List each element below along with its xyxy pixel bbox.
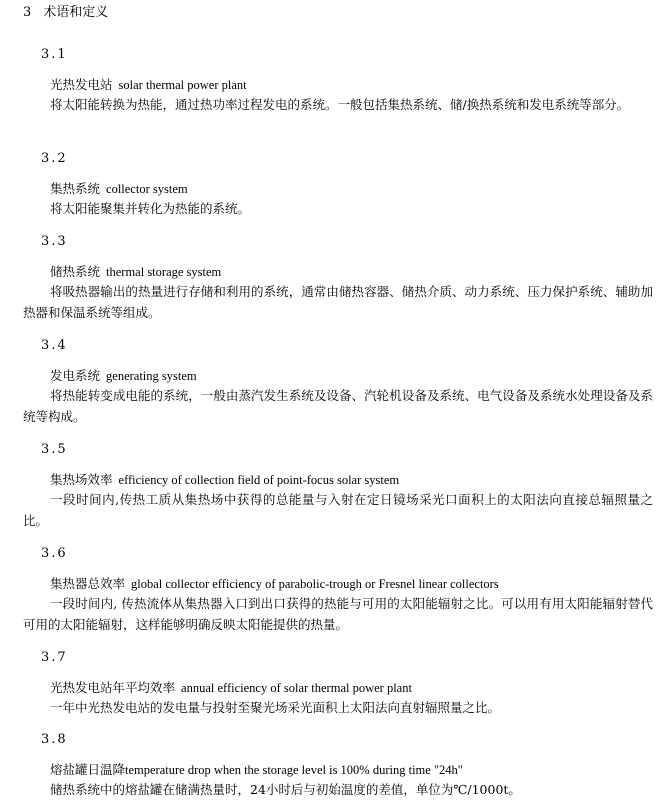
term-title	[50, 180, 653, 198]
term-title-en: generating system	[106, 369, 197, 383]
term-title-zh: 集热场效率	[50, 472, 113, 487]
term-number: 3.5	[41, 442, 68, 457]
term-title	[50, 575, 653, 593]
term-title-zh: 集热器总效率	[50, 576, 126, 591]
term-title-en: temperature drop when the storage level is 100% during time "24h"	[125, 763, 463, 777]
term-definition: 一年中光热发电站的发电量与投射至聚光场采光面积上太阳法向直射辐照量之比。	[50, 700, 501, 715]
term-number: 3.1	[41, 47, 68, 62]
term-definition: 一段时间内, 传热流体从集热器入口到出口获得的热能与可用的太阳能辐射之比。可以用有用太阳能辐射替代可用的太阳能辐射，这样能够明确反映太阳能提供的热量。	[23, 596, 653, 632]
term-title-zh: 熔盐罐日温降	[50, 762, 126, 777]
term-title	[50, 367, 653, 385]
term-definition: 一段时间内,传热工质从集热场中获得的总能量与入射在定日镜场采光口面积上的太阳法向直接总辐照量之比。	[23, 492, 653, 528]
section-number: 3	[23, 5, 32, 20]
term-number: 3.3	[41, 234, 68, 249]
term-title	[50, 471, 653, 489]
term-title	[50, 679, 653, 697]
term-title-en: annual efficiency of solar thermal power plant	[181, 681, 412, 695]
term-definition: 将吸热器输出的热量进行存储和利用的系统，通常由储热容器、储热介质、动力系统、压力保护系统、辅助加热器和保温系统等组成。	[23, 284, 653, 320]
term-entry-3-5	[23, 441, 653, 531]
term-title-en: global collector efficiency of parabolic-trough or Fresnel linear collectors	[131, 577, 499, 591]
term-title-en: efficiency of collection field of point-focus solar system	[118, 473, 400, 487]
term-number: 3.4	[41, 338, 68, 353]
term-title	[50, 761, 653, 779]
term-entry-3-2	[23, 150, 653, 219]
term-title-en: collector system	[106, 182, 188, 196]
term-number: 3.6	[41, 546, 68, 561]
term-title-en: thermal storage system	[106, 265, 222, 279]
term-definition: 储热系统中的熔盐罐在储满热量时，24小时后与初始温度的差值，单位为℃/1000t。	[50, 782, 521, 797]
section-title: 术语和定义	[43, 5, 109, 20]
term-definition: 将热能转变成电能的系统，一般由蒸汽发生系统及设备、汽轮机设备及系统、电气设备及系统水处理设备及系统等构成。	[23, 388, 653, 424]
term-number: 3.7	[41, 650, 68, 665]
term-title-zh: 光热发电站年平均效率	[50, 680, 176, 695]
term-entry-3-1	[23, 46, 653, 115]
term-title-zh: 发电系统	[50, 368, 101, 383]
section-heading	[23, 4, 108, 22]
term-entry-3-8	[23, 731, 653, 800]
term-title	[50, 263, 653, 281]
term-entry-3-4	[23, 337, 653, 427]
term-entry-3-3	[23, 233, 653, 323]
term-title	[50, 76, 653, 94]
term-title-zh: 集热系统	[50, 181, 101, 196]
term-number: 3.8	[41, 732, 68, 747]
term-title-zh: 储热系统	[50, 264, 101, 279]
term-definition: 将太阳能聚集并转化为热能的系统。	[50, 201, 251, 216]
term-number: 3.2	[41, 151, 68, 166]
term-definition: 将太阳能转换为热能，通过热功率过程发电的系统。一般包括集热系统、储/换热系统和发电系统等部分。	[50, 97, 630, 112]
term-title-zh: 光热发电站	[50, 77, 113, 92]
term-entry-3-6	[23, 545, 653, 635]
term-entry-3-7	[23, 649, 653, 718]
term-title-en: solar thermal power plant	[118, 78, 247, 92]
